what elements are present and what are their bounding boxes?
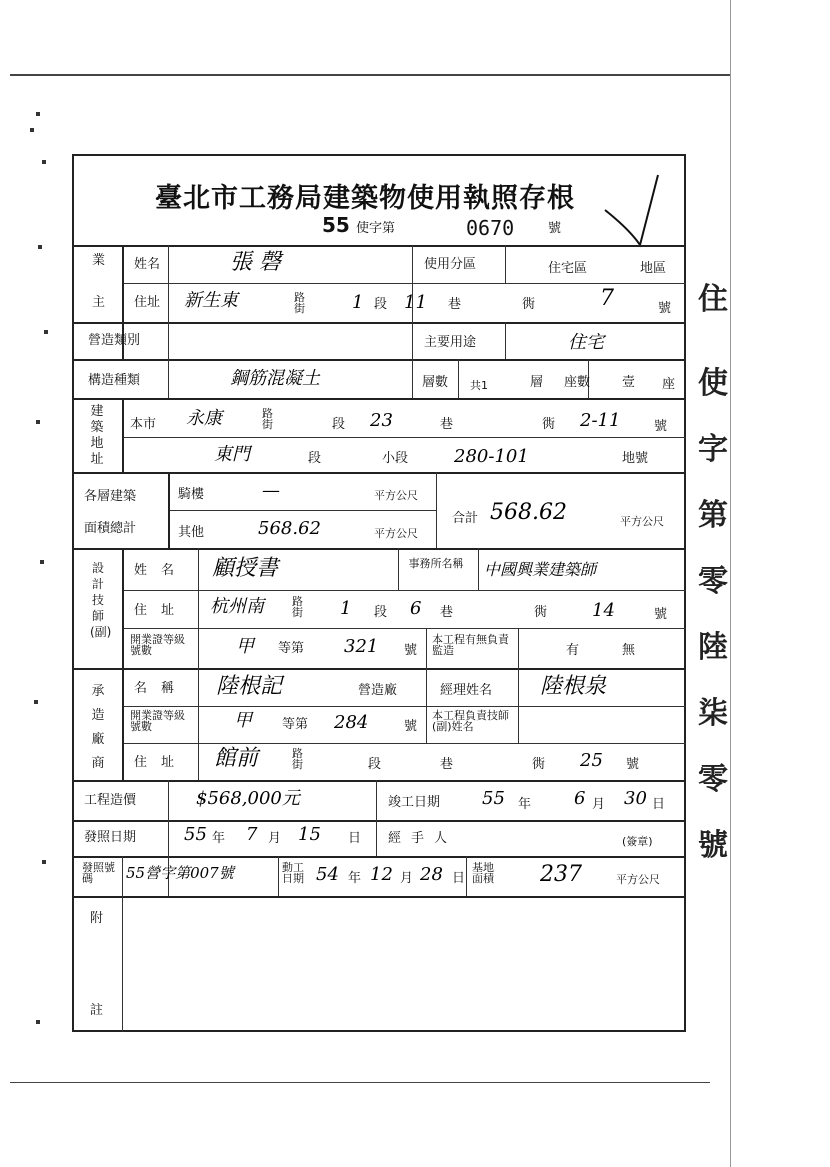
grid-line bbox=[198, 548, 199, 780]
site-road-label: 路 街 bbox=[262, 407, 273, 431]
cost-value: $568,000元 bbox=[196, 788, 300, 809]
lot-area-label: 基地面積 bbox=[472, 861, 494, 885]
grid-line bbox=[72, 245, 686, 247]
scan-dot bbox=[42, 860, 46, 864]
start-year-label: 年 bbox=[348, 871, 362, 886]
permit-number: 0670 bbox=[466, 216, 515, 240]
margin-stamp-char: 零 bbox=[698, 564, 728, 599]
designer-office: 中國興業建築師 bbox=[484, 560, 597, 579]
site-lane-label: 巷 bbox=[440, 417, 454, 432]
complete-month-label: 月 bbox=[592, 797, 606, 812]
grid-line bbox=[72, 896, 686, 898]
start-year: 54 bbox=[316, 864, 339, 885]
site-district-label: 段 bbox=[308, 451, 322, 466]
issue-label: 發照日期 bbox=[84, 830, 137, 845]
grid-line bbox=[72, 322, 686, 324]
contractor-tech-label: 本工程負責技師(副)姓名 bbox=[432, 709, 509, 733]
grid-line bbox=[168, 472, 170, 548]
cost-label: 工程造價 bbox=[84, 793, 137, 808]
structure-label: 構造種類 bbox=[88, 373, 141, 388]
grid-line bbox=[72, 472, 686, 474]
designer-char: 計 bbox=[91, 577, 104, 591]
designer-cert-no: 321 bbox=[344, 636, 379, 657]
contractor-cert-mid: 等第 bbox=[282, 717, 309, 732]
permit-year: 55 bbox=[322, 213, 350, 237]
contractor-alley-label: 衖 bbox=[532, 757, 546, 772]
site-lane: 23 bbox=[370, 410, 393, 431]
contractor-cert-no: 284 bbox=[334, 712, 369, 733]
owner-sec-label: 段 bbox=[374, 297, 388, 312]
designer-addr-label: 住址 bbox=[134, 603, 189, 618]
contractor-no-label: 號 bbox=[626, 757, 640, 772]
designer-addr-road: 杭州南 bbox=[210, 596, 264, 617]
scan-dot bbox=[30, 128, 34, 132]
total-unit: 平方公尺 bbox=[620, 515, 664, 528]
grid-line bbox=[478, 548, 479, 590]
arcade-label: 騎樓 bbox=[178, 487, 205, 502]
grid-line bbox=[122, 706, 686, 707]
construct-type-label: 營造類別 bbox=[88, 333, 141, 348]
floor-unit: 層 bbox=[530, 375, 544, 390]
issue-year: 55 bbox=[184, 824, 207, 845]
owner-section-label-1: 業 bbox=[92, 253, 106, 268]
owner-road-label: 路 街 bbox=[294, 291, 305, 315]
grid-line bbox=[122, 856, 123, 896]
grid-line bbox=[426, 628, 427, 668]
seats-value: 壹 bbox=[622, 375, 636, 390]
contractor-char: 造 bbox=[91, 708, 105, 723]
scan-dot bbox=[42, 160, 46, 164]
grid-line bbox=[122, 548, 124, 780]
grid-line bbox=[72, 398, 686, 400]
total-label: 合計 bbox=[452, 511, 479, 526]
grid-line bbox=[72, 856, 686, 858]
contractor-name-label: 名稱 bbox=[134, 681, 189, 696]
grid-line bbox=[122, 437, 686, 438]
grid-line bbox=[122, 628, 686, 629]
seats-unit: 座 bbox=[662, 377, 676, 392]
margin-stamp-char: 陸 bbox=[698, 630, 728, 665]
scan-dot bbox=[44, 330, 48, 334]
check-stroke bbox=[600, 170, 660, 250]
complete-month: 6 bbox=[574, 788, 586, 809]
designer-office-label: 事務所名稱 bbox=[408, 557, 464, 570]
owner-addr-label: 住址 bbox=[134, 295, 161, 310]
scan-dot bbox=[40, 560, 44, 564]
issue-month: 7 bbox=[246, 824, 258, 845]
designer-cert-label: 開業證等級號數 bbox=[130, 633, 185, 657]
start-day: 28 bbox=[420, 864, 443, 885]
permit-hao-label: 號 bbox=[548, 221, 562, 236]
designer-alley-label: 衖 bbox=[534, 605, 548, 620]
start-month-label: 月 bbox=[400, 871, 414, 886]
scan-dot bbox=[36, 420, 40, 424]
site-section-label bbox=[89, 404, 105, 468]
grid-line bbox=[398, 548, 399, 590]
owner-section-label-2: 主 bbox=[92, 295, 106, 310]
designer-char: 技 bbox=[91, 593, 104, 607]
scan-dot bbox=[38, 245, 42, 249]
handler-label: 經手人 bbox=[388, 831, 458, 846]
designer-addr-lane: 6 bbox=[410, 598, 422, 619]
grid-line bbox=[72, 359, 686, 361]
main-use-label: 主要用途 bbox=[424, 335, 477, 350]
margin-stamp-char: 柒 bbox=[698, 696, 728, 731]
contractor-name: 陸根記 bbox=[216, 674, 283, 699]
designer-section-label bbox=[90, 560, 112, 640]
start-month: 12 bbox=[370, 864, 393, 885]
contractor-char: 廠 bbox=[91, 732, 105, 747]
owner-name-label: 姓名 bbox=[134, 257, 161, 272]
area-label-2: 面積總計 bbox=[84, 521, 137, 536]
margin-stamp-char: 第 bbox=[698, 498, 728, 533]
contractor-addr-no: 25 bbox=[580, 750, 603, 771]
owner-no-label: 號 bbox=[658, 301, 672, 316]
grid-line bbox=[278, 856, 279, 896]
zone-value: 住宅區 bbox=[548, 261, 588, 276]
seats-label: 座數 bbox=[564, 375, 591, 390]
arcade-value: — bbox=[262, 480, 280, 501]
designer-char: 師 bbox=[91, 609, 104, 623]
main-use-value: 住宅 bbox=[568, 332, 604, 353]
area-label-1: 各層建築 bbox=[84, 489, 137, 504]
grid-line bbox=[122, 590, 686, 591]
margin-stamp-char: 字 bbox=[698, 432, 728, 467]
owner-alley-label: 衖 bbox=[522, 297, 536, 312]
designer-no-label: 號 bbox=[654, 607, 668, 622]
designer-cert-grade: 甲 bbox=[236, 636, 254, 657]
grid-line bbox=[376, 780, 377, 820]
other-value: 568.62 bbox=[258, 518, 321, 539]
grid-line bbox=[122, 283, 686, 284]
designer-supervise-yes: 有 bbox=[566, 643, 580, 658]
contractor-cert-grade: 甲 bbox=[234, 710, 252, 731]
grid-line bbox=[518, 668, 519, 743]
license-value: 55營字第007號 bbox=[126, 864, 234, 882]
owner-addr-no: 7 bbox=[600, 286, 614, 311]
issue-day: 15 bbox=[298, 824, 321, 845]
site-char: 築 bbox=[90, 420, 104, 435]
zone-label: 使用分區 bbox=[424, 257, 477, 272]
issue-year-label: 年 bbox=[212, 831, 226, 846]
complete-day: 30 bbox=[624, 788, 647, 809]
grid-line bbox=[466, 856, 467, 896]
grid-line bbox=[122, 398, 124, 472]
margin-stamp-char: 號 bbox=[698, 828, 728, 863]
start-label: 動工日期 bbox=[282, 861, 304, 885]
contractor-lane-label: 巷 bbox=[440, 757, 454, 772]
site-no: 2-11 bbox=[580, 410, 621, 431]
floors-value: 共1 bbox=[470, 379, 488, 392]
grid-line bbox=[376, 820, 377, 856]
lot-area-value: 237 bbox=[540, 862, 582, 887]
contractor-char: 承 bbox=[91, 684, 105, 699]
grid-line bbox=[168, 245, 169, 398]
lot-area-unit: 平方公尺 bbox=[616, 873, 660, 886]
grid-line bbox=[412, 245, 413, 398]
site-no-label: 號 bbox=[654, 419, 668, 434]
grid-line bbox=[122, 743, 686, 744]
scan-top-line bbox=[10, 74, 730, 76]
site-lot: 280-101 bbox=[454, 446, 529, 467]
designer-name-label: 姓名 bbox=[134, 563, 189, 578]
contractor-section-label bbox=[90, 680, 106, 776]
designer-cert-suffix: 號 bbox=[404, 643, 418, 658]
site-alley-label: 衖 bbox=[542, 417, 556, 432]
notes-label-top: 附 bbox=[90, 911, 104, 926]
grid-line bbox=[72, 780, 686, 782]
site-char: 址 bbox=[90, 452, 104, 467]
owner-addr-road: 新生東 bbox=[184, 290, 238, 311]
permit-char-label: 使字第 bbox=[356, 221, 396, 236]
contractor-addr-road: 館前 bbox=[214, 746, 259, 771]
site-sec-label: 段 bbox=[332, 417, 346, 432]
form-frame bbox=[72, 154, 686, 1032]
contractor-addr-label: 住址 bbox=[134, 755, 189, 770]
other-label: 其他 bbox=[178, 525, 205, 540]
contractor-cert-label: 開業證等級號數 bbox=[130, 709, 185, 733]
grid-line bbox=[72, 668, 686, 670]
notes-label-bottom: 註 bbox=[90, 1003, 104, 1018]
arcade-unit: 平方公尺 bbox=[374, 489, 418, 502]
margin-stamp bbox=[698, 274, 738, 864]
sign-label: (簽章) bbox=[622, 835, 653, 848]
scan-dot bbox=[36, 112, 40, 116]
designer-lane-label: 巷 bbox=[440, 605, 454, 620]
complete-year: 55 bbox=[482, 788, 505, 809]
designer-road-label: 路 街 bbox=[292, 595, 303, 619]
owner-lane-label: 巷 bbox=[448, 297, 462, 312]
designer-name: 顧授書 bbox=[212, 556, 279, 581]
contractor-road-label: 路 街 bbox=[292, 747, 303, 771]
grid-line bbox=[458, 359, 459, 398]
contractor-cert-suffix: 號 bbox=[404, 719, 418, 734]
grid-line bbox=[72, 820, 686, 822]
owner-addr-sec: 1 bbox=[352, 292, 364, 313]
form-title: 臺北市工務局建築物使用執照存根 bbox=[155, 183, 575, 214]
designer-char: 設 bbox=[91, 561, 104, 575]
zone-suffix: 地區 bbox=[640, 261, 667, 276]
complete-label: 竣工日期 bbox=[388, 795, 441, 810]
designer-cert-mid: 等第 bbox=[278, 641, 305, 656]
grid-line bbox=[518, 628, 519, 668]
designer-sec-label: 段 bbox=[374, 605, 388, 620]
contractor-char: 商 bbox=[91, 756, 105, 771]
scan-dot bbox=[36, 1020, 40, 1024]
contractor-manager-label: 經理姓名 bbox=[440, 683, 493, 698]
license-label: 發照號碼 bbox=[82, 861, 115, 885]
scan-dot bbox=[34, 700, 38, 704]
grid-line bbox=[426, 668, 427, 743]
margin-stamp-char: 住 bbox=[698, 282, 728, 317]
contractor-manager: 陸根泉 bbox=[540, 674, 607, 699]
margin-stamp-char: 零 bbox=[698, 762, 728, 797]
designer-supervise-label: 本工程有無負責監造 bbox=[432, 633, 509, 657]
complete-year-label: 年 bbox=[518, 797, 532, 812]
grid-line bbox=[505, 322, 506, 359]
total-value: 568.62 bbox=[490, 500, 567, 525]
grid-line bbox=[436, 472, 437, 548]
complete-day-label: 日 bbox=[652, 797, 666, 812]
issue-month-label: 月 bbox=[268, 831, 282, 846]
designer-addr-no: 14 bbox=[592, 600, 615, 621]
site-district: 東門 bbox=[214, 444, 250, 465]
grid-line bbox=[505, 245, 506, 283]
site-subsec-label: 小段 bbox=[382, 451, 409, 466]
designer-char: (副) bbox=[90, 625, 112, 639]
scan-bottom-line bbox=[10, 1082, 710, 1083]
designer-supervise-no: 無 bbox=[622, 643, 636, 658]
designer-addr-sec: 1 bbox=[340, 598, 352, 619]
issue-day-label: 日 bbox=[348, 831, 362, 846]
floors-label: 層數 bbox=[422, 375, 449, 390]
contractor-type-label: 營造廠 bbox=[358, 683, 398, 698]
grid-line bbox=[168, 510, 436, 511]
site-city: 本市 bbox=[130, 417, 157, 432]
grid-line bbox=[122, 896, 123, 1032]
site-char: 地 bbox=[90, 436, 104, 451]
owner-name-value: 張 磬 bbox=[230, 250, 281, 275]
contractor-sec-label: 段 bbox=[368, 757, 382, 772]
other-unit: 平方公尺 bbox=[374, 527, 418, 540]
start-day-label: 日 bbox=[452, 871, 466, 886]
site-road: 永康 bbox=[186, 408, 222, 429]
grid-line bbox=[72, 548, 686, 550]
site-lot-label: 地號 bbox=[622, 451, 649, 466]
structure-value: 鋼筋混凝土 bbox=[230, 368, 320, 389]
margin-stamp-char: 使 bbox=[698, 366, 728, 401]
site-char: 建 bbox=[90, 404, 104, 419]
owner-addr-lane: 11 bbox=[404, 292, 427, 313]
